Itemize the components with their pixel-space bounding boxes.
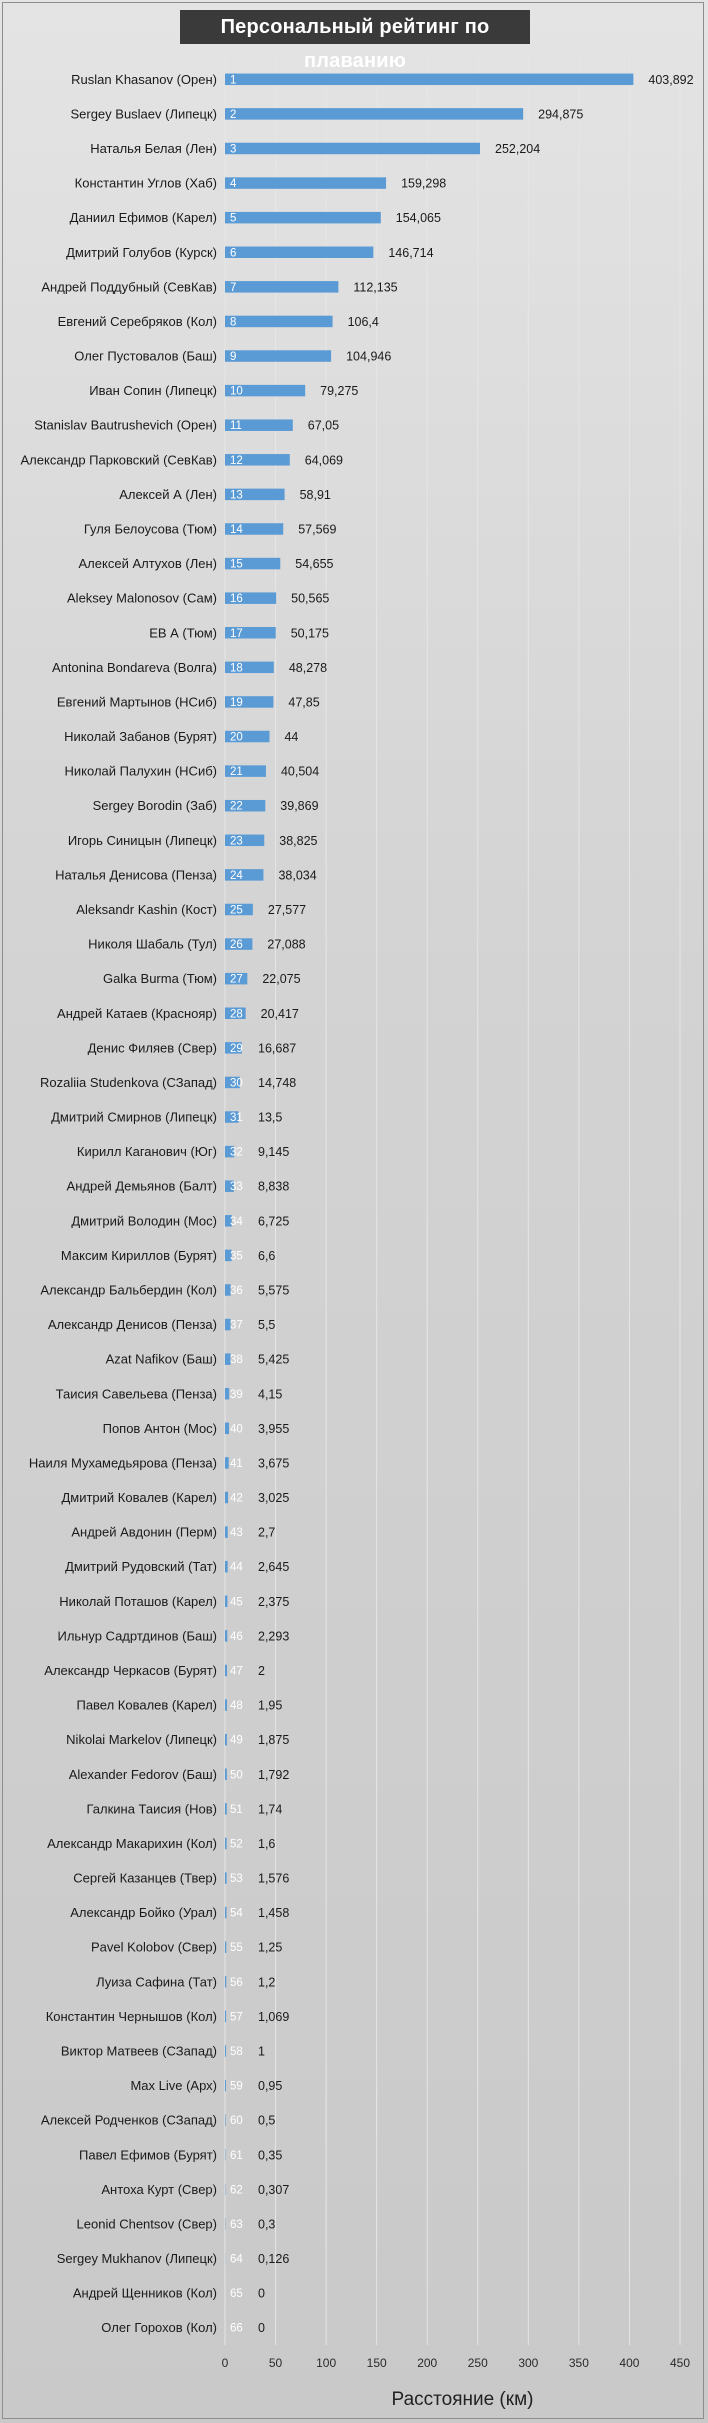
chart-title: Персональный рейтинг по плаванию bbox=[180, 10, 530, 44]
bar bbox=[225, 1941, 226, 1953]
value-label: 146,714 bbox=[388, 245, 434, 260]
category-label: Евгений Мартынов (НСиб) bbox=[56, 694, 217, 710]
category-label: Sergey Borodin (Заб) bbox=[92, 798, 217, 814]
bar bbox=[225, 1803, 227, 1815]
rank-label: 57 bbox=[230, 2011, 243, 2024]
category-label: Николя Шабаль (Тул) bbox=[88, 936, 217, 952]
category-label: Таисия Савельева (Пенза) bbox=[55, 1386, 217, 1402]
rank-label: 19 bbox=[230, 696, 243, 709]
rank-label: 63 bbox=[230, 2218, 243, 2231]
value-label: 44 bbox=[284, 730, 299, 745]
category-label: Алексей Родченков (СЗапад) bbox=[40, 2112, 217, 2128]
rank-label: 9 bbox=[230, 351, 237, 364]
rank-label: 44 bbox=[230, 1561, 243, 1574]
bar bbox=[225, 2011, 226, 2023]
category-label: Кирилл Каганович (Юг) bbox=[76, 1144, 217, 1160]
x-tick-label: 200 bbox=[417, 2356, 438, 2370]
rank-label: 14 bbox=[230, 523, 243, 536]
rank-label: 12 bbox=[230, 454, 243, 467]
category-label: Игорь Синицын (Липецк) bbox=[67, 832, 217, 848]
category-label: Даниил Ефимов (Карел) bbox=[69, 210, 217, 226]
rank-label: 7 bbox=[230, 281, 237, 294]
category-label: Stanislav Bautrushevich (Орен) bbox=[34, 417, 217, 433]
value-label: 0,126 bbox=[258, 2252, 290, 2267]
value-label: 58,91 bbox=[299, 487, 331, 502]
bar bbox=[225, 1907, 226, 1919]
category-label: Николай Палухин (НСиб) bbox=[64, 763, 217, 779]
rank-label: 50 bbox=[230, 1769, 243, 1782]
rank-label: 16 bbox=[230, 593, 243, 606]
category-label: Александр Парковский (СевКав) bbox=[20, 452, 217, 468]
rank-label: 39 bbox=[230, 1388, 243, 1401]
rank-label: 33 bbox=[230, 1181, 243, 1194]
bar bbox=[225, 108, 523, 120]
category-label: Sergey Mukhanov (Липецк) bbox=[56, 2251, 217, 2267]
x-tick-label: 100 bbox=[316, 2356, 337, 2370]
category-label: Max Live (Арх) bbox=[130, 2078, 217, 2094]
bar bbox=[225, 1665, 227, 1677]
value-label: 2 bbox=[258, 1663, 265, 1678]
bar bbox=[225, 1388, 229, 1400]
bar bbox=[225, 1457, 229, 1469]
category-label: Луиза Сафина (Тат) bbox=[96, 1974, 217, 1990]
x-axis-label: Расстояние (км) bbox=[391, 2389, 534, 2410]
bar bbox=[225, 2045, 226, 2057]
category-label: Дмитрий Володин (Мос) bbox=[71, 1213, 217, 1229]
value-label: 22,075 bbox=[262, 972, 301, 987]
value-label: 104,946 bbox=[346, 349, 392, 364]
rank-label: 38 bbox=[230, 1354, 243, 1367]
rank-label: 34 bbox=[230, 1215, 243, 1228]
rank-label: 2 bbox=[230, 108, 237, 121]
value-label: 2,293 bbox=[258, 1629, 290, 1644]
category-label: Максим Кириллов (Бурят) bbox=[60, 1247, 217, 1263]
category-label: Андрей Поддубный (СевКав) bbox=[41, 279, 217, 295]
rank-label: 47 bbox=[230, 1665, 243, 1678]
rank-label: 28 bbox=[230, 1008, 243, 1021]
category-label: Александр Бойко (Урал) bbox=[70, 1905, 217, 1921]
rank-label: 27 bbox=[230, 973, 243, 986]
x-tick-label: 350 bbox=[568, 2356, 589, 2370]
bar bbox=[225, 74, 633, 86]
x-tick-label: 400 bbox=[619, 2356, 640, 2370]
rank-label: 52 bbox=[230, 1838, 243, 1851]
rank-label: 21 bbox=[230, 766, 243, 779]
value-label: 3,025 bbox=[258, 1491, 290, 1506]
bar bbox=[225, 1838, 227, 1850]
bar bbox=[225, 1561, 228, 1573]
value-label: 6,6 bbox=[258, 1248, 276, 1263]
category-label: Алексей Алтухов (Лен) bbox=[78, 556, 217, 572]
category-label: Константин Углов (Хаб) bbox=[74, 175, 217, 191]
value-label: 159,298 bbox=[401, 176, 447, 191]
category-label: Олег Пустовалов (Баш) bbox=[74, 348, 217, 364]
value-label: 13,5 bbox=[258, 1110, 283, 1125]
rank-label: 13 bbox=[230, 489, 243, 502]
rank-label: 55 bbox=[230, 1942, 243, 1955]
value-label: 0 bbox=[258, 2286, 265, 2301]
rank-label: 54 bbox=[230, 1907, 243, 1920]
rank-label: 15 bbox=[230, 558, 243, 571]
bar bbox=[225, 1630, 227, 1642]
category-label: Александр Черкасов (Бурят) bbox=[44, 1662, 217, 1678]
value-label: 16,687 bbox=[258, 1041, 297, 1056]
value-label: 38,034 bbox=[278, 868, 317, 883]
category-label: Николай Забанов (Бурят) bbox=[64, 729, 217, 745]
rank-label: 6 bbox=[230, 247, 237, 260]
category-label: Павел Ковалев (Карел) bbox=[76, 1697, 217, 1713]
rank-label: 8 bbox=[230, 316, 237, 329]
category-label: Leonid Chentsov (Свер) bbox=[76, 2216, 217, 2232]
bar bbox=[225, 1699, 227, 1711]
category-label: Денис Филяев (Свер) bbox=[87, 1040, 217, 1056]
value-label: 4,15 bbox=[258, 1387, 283, 1402]
value-label: 1,069 bbox=[258, 2009, 290, 2024]
rank-label: 45 bbox=[230, 1596, 243, 1609]
rank-label: 26 bbox=[230, 939, 243, 952]
rank-label: 18 bbox=[230, 662, 243, 675]
value-label: 27,088 bbox=[267, 937, 306, 952]
category-label: Антоха Курт (Свер) bbox=[101, 2181, 217, 2197]
category-label: Дмитрий Голубов (Курск) bbox=[66, 244, 217, 260]
value-label: 0,95 bbox=[258, 2079, 283, 2094]
category-label: Aleksandr Kashin (Кост) bbox=[76, 901, 217, 917]
value-label: 1,25 bbox=[258, 1940, 283, 1955]
rank-label: 62 bbox=[230, 2184, 243, 2197]
rank-label: 53 bbox=[230, 1873, 243, 1886]
value-label: 39,869 bbox=[280, 799, 319, 814]
category-label: Дмитрий Смирнов (Липецк) bbox=[51, 1109, 217, 1125]
value-label: 0 bbox=[258, 2321, 265, 2336]
category-label: Андрей Щенников (Кол) bbox=[72, 2285, 217, 2301]
rank-label: 5 bbox=[230, 212, 237, 225]
rank-label: 11 bbox=[230, 420, 242, 433]
category-label: ЕВ А (Тюм) bbox=[149, 625, 217, 641]
rank-label: 22 bbox=[230, 800, 243, 813]
category-label: Иван Сопин (Липецк) bbox=[89, 383, 217, 399]
category-label: Сергей Казанцев (Твер) bbox=[73, 1870, 217, 1886]
value-label: 48,278 bbox=[288, 660, 328, 675]
category-label: Попов Антон (Мос) bbox=[102, 1420, 217, 1436]
rank-label: 51 bbox=[230, 1803, 243, 1816]
rank-label: 41 bbox=[230, 1457, 243, 1470]
bar bbox=[225, 281, 338, 293]
bar bbox=[225, 1976, 226, 1988]
category-label: Sergey Buslaev (Липецк) bbox=[70, 106, 217, 122]
category-label: Дмитрий Ковалев (Карел) bbox=[61, 1490, 217, 1506]
rank-label: 36 bbox=[230, 1284, 243, 1297]
value-label: 54,655 bbox=[295, 557, 334, 572]
value-label: 1,576 bbox=[258, 1871, 290, 1886]
rank-label: 31 bbox=[230, 1112, 243, 1125]
rank-label: 49 bbox=[230, 1734, 243, 1747]
x-tick-label: 300 bbox=[518, 2356, 539, 2370]
value-label: 3,675 bbox=[258, 1456, 290, 1471]
category-label: Наталья Денисова (Пенза) bbox=[55, 867, 217, 883]
category-label: Pavel Kolobov (Свер) bbox=[91, 1939, 217, 1955]
value-label: 1,6 bbox=[258, 1836, 276, 1851]
value-label: 27,577 bbox=[267, 902, 307, 917]
value-label: 403,892 bbox=[648, 72, 694, 87]
rank-label: 17 bbox=[230, 627, 243, 640]
rank-label: 48 bbox=[230, 1700, 243, 1713]
rank-label: 64 bbox=[230, 2253, 243, 2266]
value-label: 2,375 bbox=[258, 1594, 290, 1609]
category-label: Андрей Авдонин (Перм) bbox=[71, 1524, 217, 1540]
rank-label: 35 bbox=[230, 1250, 243, 1263]
rank-label: 43 bbox=[230, 1527, 243, 1540]
bar bbox=[225, 177, 386, 189]
x-tick-label: 250 bbox=[467, 2356, 488, 2370]
rank-label: 56 bbox=[230, 1976, 243, 1989]
value-label: 1,74 bbox=[258, 1802, 283, 1817]
category-label: Евгений Серебряков (Кол) bbox=[57, 313, 217, 329]
value-label: 154,065 bbox=[395, 211, 441, 226]
category-label: Галкина Таисия (Нов) bbox=[86, 1801, 217, 1817]
value-label: 6,725 bbox=[258, 1214, 290, 1229]
category-label: Константин Чернышов (Кол) bbox=[45, 2008, 217, 2024]
category-label: Виктор Матвеев (СЗапад) bbox=[60, 2043, 217, 2059]
bar bbox=[225, 143, 480, 155]
bar bbox=[225, 1492, 228, 1504]
x-tick-label: 0 bbox=[221, 2356, 229, 2370]
value-label: 5,575 bbox=[258, 1283, 290, 1298]
category-label: Гуля Белоусова (Тюм) bbox=[83, 521, 217, 537]
rank-label: 1 bbox=[230, 74, 237, 87]
value-label: 9,145 bbox=[258, 1145, 290, 1160]
category-label: Antonina Bondareva (Волга) bbox=[52, 659, 217, 675]
x-tick-label: 50 bbox=[268, 2356, 283, 2370]
rank-label: 3 bbox=[230, 143, 237, 156]
rank-label: 24 bbox=[230, 869, 243, 882]
value-label: 14,748 bbox=[258, 1075, 297, 1090]
rank-label: 42 bbox=[230, 1492, 243, 1505]
value-label: 5,5 bbox=[258, 1318, 276, 1333]
category-label: Андрей Катаев (Краснояр) bbox=[57, 1005, 217, 1021]
category-label: Rozaliia Studenkova (СЗапад) bbox=[40, 1074, 217, 1090]
value-label: 64,069 bbox=[304, 453, 344, 468]
value-label: 1,792 bbox=[258, 1767, 290, 1782]
value-label: 2,7 bbox=[258, 1525, 276, 1540]
category-label: Николай Поташов (Карел) bbox=[59, 1593, 217, 1609]
category-label: Павел Ефимов (Бурят) bbox=[79, 2147, 217, 2163]
rank-label: 58 bbox=[230, 2045, 243, 2058]
value-label: 0,3 bbox=[258, 2217, 276, 2232]
category-label: Наталья Белая (Лен) bbox=[90, 140, 217, 156]
category-label: Алексей А (Лен) bbox=[119, 486, 217, 502]
value-label: 8,838 bbox=[258, 1179, 290, 1194]
rank-label: 25 bbox=[230, 904, 243, 917]
value-label: 47,85 bbox=[288, 695, 320, 710]
value-label: 1,458 bbox=[258, 1906, 290, 1921]
bar bbox=[225, 247, 373, 259]
bar bbox=[225, 350, 331, 362]
category-label: Андрей Демьянов (Балт) bbox=[66, 1178, 217, 1194]
category-label: Олег Горохов (Кол) bbox=[101, 2320, 217, 2336]
bar bbox=[225, 1596, 227, 1608]
category-label: Azat Nafikov (Баш) bbox=[105, 1351, 217, 1367]
category-label: Ruslan Khasanov (Орен) bbox=[71, 71, 217, 87]
rank-label: 61 bbox=[230, 2149, 243, 2162]
value-label: 5,425 bbox=[258, 1352, 290, 1367]
bar bbox=[225, 212, 381, 224]
value-label: 79,275 bbox=[320, 384, 359, 399]
rank-label: 20 bbox=[230, 731, 243, 744]
category-label: Ильнур Садртдинов (Баш) bbox=[57, 1628, 217, 1644]
rank-label: 60 bbox=[230, 2115, 243, 2128]
value-label: 38,825 bbox=[279, 833, 318, 848]
category-label: Дмитрий Рудовский (Тат) bbox=[65, 1559, 217, 1575]
x-tick-label: 450 bbox=[669, 2356, 691, 2370]
value-label: 1,2 bbox=[258, 1975, 276, 1990]
bar bbox=[225, 1872, 227, 1884]
value-label: 3,955 bbox=[258, 1421, 290, 1436]
value-label: 0,307 bbox=[258, 2182, 290, 2197]
category-label: Aleksey Malonosov (Сам) bbox=[67, 590, 217, 606]
value-label: 0,5 bbox=[258, 2113, 276, 2128]
value-label: 1,875 bbox=[258, 1733, 290, 1748]
value-label: 112,135 bbox=[353, 280, 398, 295]
category-label: Александр Бальбердин (Кол) bbox=[40, 1282, 217, 1298]
rank-label: 59 bbox=[230, 2080, 243, 2093]
rank-label: 30 bbox=[230, 1077, 243, 1090]
bar bbox=[225, 2080, 226, 2092]
rank-label: 32 bbox=[230, 1146, 243, 1159]
value-label: 294,875 bbox=[538, 107, 584, 122]
category-label: Galka Burma (Тюм) bbox=[102, 971, 217, 987]
value-label: 57,569 bbox=[298, 522, 337, 537]
rank-label: 40 bbox=[230, 1423, 243, 1436]
rank-label: 37 bbox=[230, 1319, 243, 1332]
bar bbox=[225, 1734, 227, 1746]
bar bbox=[225, 1769, 227, 1781]
category-label: Nikolai Markelov (Липецк) bbox=[66, 1732, 217, 1748]
bar bbox=[225, 1526, 228, 1538]
rank-label: 29 bbox=[230, 1042, 243, 1055]
category-label: Александр Макарихин (Кол) bbox=[47, 1835, 217, 1851]
value-label: 1 bbox=[258, 2044, 265, 2059]
value-label: 50,175 bbox=[290, 626, 329, 641]
value-label: 40,504 bbox=[280, 764, 320, 779]
value-label: 1,95 bbox=[258, 1698, 283, 1713]
rank-label: 65 bbox=[230, 2288, 243, 2301]
value-label: 50,565 bbox=[291, 591, 330, 606]
bar bbox=[225, 1423, 229, 1435]
value-label: 0,35 bbox=[258, 2148, 283, 2163]
value-label: 106,4 bbox=[347, 314, 379, 329]
rank-label: 46 bbox=[230, 1630, 243, 1643]
value-label: 2,645 bbox=[258, 1560, 290, 1575]
value-label: 67,05 bbox=[307, 418, 340, 433]
rank-label: 10 bbox=[230, 385, 243, 398]
value-label: 20,417 bbox=[260, 1006, 299, 1021]
x-tick-label: 150 bbox=[366, 2356, 387, 2370]
category-label: Alexander Fedorov (Баш) bbox=[68, 1766, 217, 1782]
category-label: Александр Денисов (Пенза) bbox=[47, 1317, 217, 1333]
rank-label: 4 bbox=[230, 178, 237, 191]
category-label: Наиля Мухамедьярова (Пенза) bbox=[28, 1455, 217, 1471]
rank-label: 66 bbox=[230, 2322, 243, 2335]
rank-label: 23 bbox=[230, 835, 243, 848]
bar bbox=[225, 2114, 226, 2126]
bar bbox=[225, 316, 333, 328]
value-label: 252,204 bbox=[495, 141, 541, 156]
